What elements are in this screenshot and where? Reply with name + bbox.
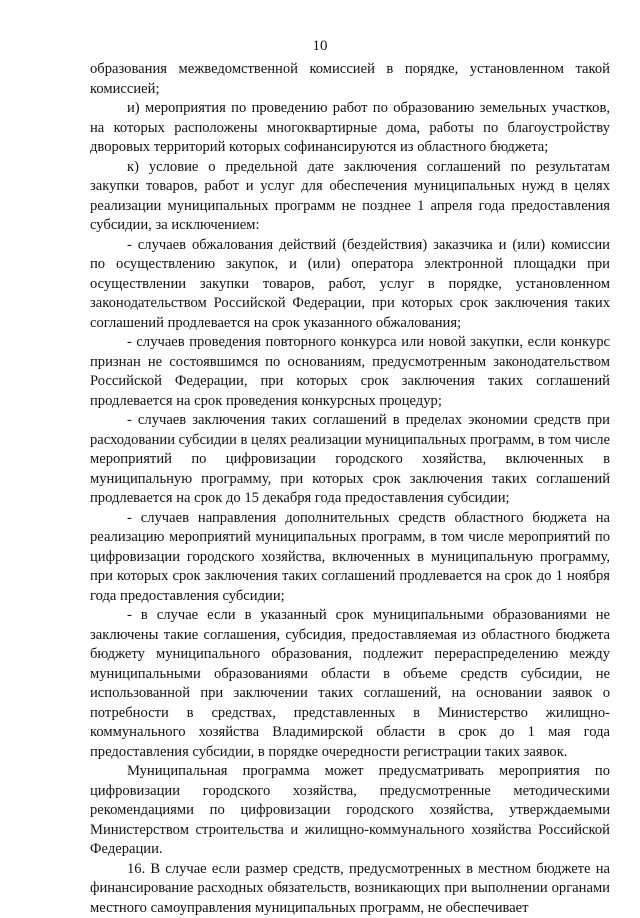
paragraph-item-k: к) условие о предельной дате заключения соглашений по результатам закупки товаров, работ и услуг для обеспечения муниципальных нужд в целях реализации муниципальных программ не позднее 1 апреля года предоставления субсидии, за исключением: <box>90 158 610 236</box>
paragraph-exception-repeat-tender: - случаев проведения повторного конкурса или новой закупки, если конкурс признан не состоявшимся по основаниям, предусмотренным законодательством Российской Федерации, при которых срок заключения таких соглашений продлевается на срок проведения конкурсных процедур; <box>90 333 610 411</box>
paragraph-digitalization: Муниципальная программа может предусматривать мероприятия по цифровизации городского хозяйства, предусмотренные методическими рекомендациями по цифровизации городского хозяйства, утверждаемыми Министерством строительства и жилищно-коммунального хозяйства Российской Федерации. <box>90 762 610 860</box>
page-number: 10 <box>0 37 640 55</box>
paragraph-continuation: образования межведомственной комиссией в порядке, установленном такой комиссией; <box>90 60 610 99</box>
paragraph-exception-savings: - случаев заключения таких соглашений в пределах экономии средств при расходовании субсидии в целях реализации муниципальных программ, в том числе мероприятий по цифровизации городского хозяйства, включенных в муниципальную программу, при которых срок заключения таких соглашений продлевается на срок до 15 декабря года предоставления субсидии; <box>90 411 610 509</box>
paragraph-redistribution: - в случае если в указанный срок муниципальными образованиями не заключены такие соглашения, субсидия, предоставляемая из областного бюджета бюджету муниципального образования, подлежит перераспределению между муниципальными образованиями области в объеме средств субсидии, не использованной при заключении таких соглашений, на основании заявок о потребности в средствах, представленных в Министерство жилищно-коммунального хозяйства Владимирской области в срок до 1 мая года предоставления субсидии, в порядке очередности регистрации таких заявок. <box>90 606 610 762</box>
document-body <box>90 60 610 918</box>
paragraph-exception-appeal: - случаев обжалования действий (бездействия) заказчика и (или) комиссии по осуществлению закупок, и (или) оператора электронной площадки при осуществлении закупки товаров, работ, услуг в порядке, установленном законодательством Российской Федерации, при которых срок заключения таких соглашений продлевается на срок указанного обжалования; <box>90 236 610 334</box>
paragraph-section-16: 16. В случае если размер средств, предусмотренных в местном бюджете на финансирование расходных обязательств, возникающих при выполнении органами местного самоуправления муниципальных программ, не обеспечивает <box>90 860 610 918</box>
paragraph-exception-additional-funds: - случаев направления дополнительных средств областного бюджета на реализацию мероприятий муниципальных программ, в том числе мероприятий по цифровизации городского хозяйства, включенных в муниципальную программу, при которых срок заключения таких соглашений продлевается на срок до 1 ноября года предоставления субсидии; <box>90 509 610 607</box>
paragraph-item-i: и) мероприятия по проведению работ по образованию земельных участков, на которых расположены многоквартирные дома, работы по благоустройству дворовых территорий которых софинансируются из областного бюджета; <box>90 99 610 158</box>
